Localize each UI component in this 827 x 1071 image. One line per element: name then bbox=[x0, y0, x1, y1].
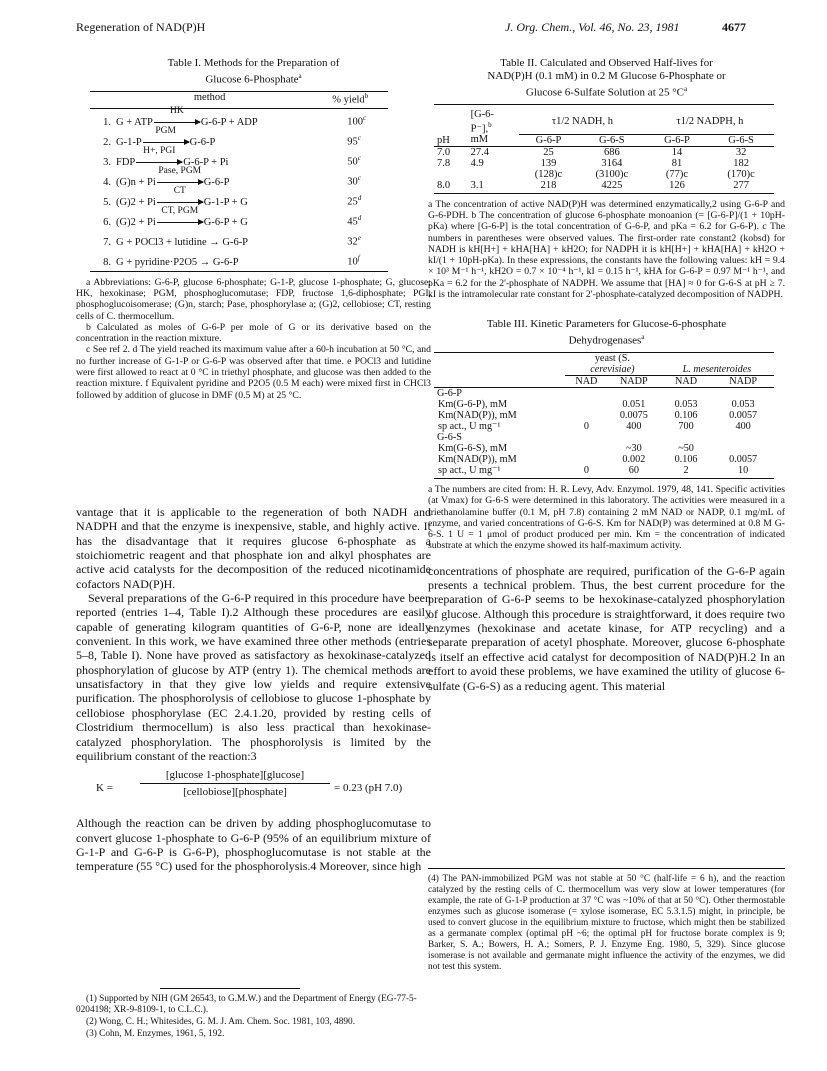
table3-col-yeast-line2: cerevisiae) bbox=[590, 363, 635, 375]
table3-empty-cell bbox=[712, 432, 774, 443]
table1-yield-value: 50 bbox=[347, 156, 358, 168]
table2-cell: 4.9 bbox=[470, 157, 484, 169]
table-row bbox=[434, 454, 774, 465]
table1-entry-number: 1. bbox=[103, 116, 111, 128]
table2-footnote: a The concentration of active NAD(P)H was determined enzymatically,2 using G-6-P and G-6-PDH. b The concentration of glucose 6-phosphate monoanion (= [G-6-P]/(1 + 10pH-pKa) where [G-6-P] is the total concentration of G-6-P, and pKa = 6.2 for G-6-P). c The numbers in parentheses were observed values. The first-order rate constant2 (kobsd) for NADH is kH[H+] + kHA[HA] + kH2O; for NADPH it is kH[H+] + kHA[HA] + kH2O + kI/(1 + 10pH-pKa). In these expressions, the constants have the following values: kH = 9.4 × 10³ M⁻¹ h⁻¹, kH2O = 0.7 × 10⁻⁴ h⁻¹, kI = 0.15 h⁻¹, kHA for G-6-P = 0.97 M⁻¹ h⁻¹, and pKa = 6.2 for the 2'-phosphate of NADPH. We assume that [HA] ≈ 0 for G-6-S at pH ≥ 7. kI is the intramolecular rate constant for 2'-phosphate-catalyzed decomposition of NADPH. bbox=[428, 198, 785, 301]
equation-denominator: [cellobiose][phosphate] bbox=[183, 786, 287, 799]
table1-method-cell bbox=[90, 249, 329, 269]
table2-title-line3: Glucose 6-Sulfate Solution at 25 °C bbox=[525, 86, 684, 99]
table1-yield-cell bbox=[329, 129, 388, 149]
table3-param-label: Km(NAD(P)), mM bbox=[438, 453, 517, 465]
table1-enzyme-label: HK bbox=[169, 105, 184, 116]
table1-footnote: c See ref 2. d The yield reached its maximum value after a 60-h incubation at 50 °C, and no further increase of G-1-P or G-6-P was observed after that time. e POCl3 and lutidine were first allowed to react at 0 °C in triethyl phosphate, and glucose was then added to the reaction mixture. f Equivalent pyridine and P2O5 (0.5 M each) were mixed first in CHCl3 followed by addition of glucose in DMF (0.5 M) at 25 °C. bbox=[76, 344, 431, 401]
table2-cell: 81 bbox=[671, 157, 683, 169]
table3-group-row bbox=[434, 432, 774, 443]
table1-entry-number: 5. bbox=[103, 196, 111, 208]
table-row bbox=[434, 421, 774, 432]
table3-bottom-rule bbox=[434, 478, 774, 479]
table1-title bbox=[76, 57, 431, 87]
table-row bbox=[434, 158, 774, 169]
table1-reactants: FDP bbox=[116, 156, 136, 168]
table1-products: G-6-P bbox=[222, 236, 249, 248]
table1-yield-value: 45 bbox=[347, 216, 358, 228]
footnote-separator bbox=[160, 988, 300, 989]
journal-citation bbox=[505, 20, 680, 35]
table1-reactants: (G)n + Pi bbox=[116, 176, 156, 188]
left-column bbox=[76, 57, 431, 401]
reference-item: (3) Cohn, M. Enzymes, 1961, 5, 192. bbox=[86, 1029, 225, 1039]
table3-title-sup: a bbox=[641, 333, 645, 342]
table1-method-cell bbox=[90, 145, 329, 169]
table2-cell: (128)c bbox=[534, 168, 563, 180]
table1-entry-number: 6. bbox=[103, 216, 111, 228]
table1-enzyme-label: PGM bbox=[155, 125, 176, 136]
table-row bbox=[90, 209, 388, 229]
table-row bbox=[434, 180, 774, 191]
table3-cell: 400 bbox=[626, 420, 642, 432]
arrow-line bbox=[157, 222, 203, 223]
table3-cell: 2 bbox=[683, 464, 689, 476]
arrow-line bbox=[157, 202, 203, 203]
table1-yield-cell bbox=[329, 249, 388, 269]
table2-col-conc-line1: [G-6- bbox=[470, 108, 494, 120]
table1-reactants: G + POCl3 + lutidine bbox=[116, 236, 207, 248]
table3-col-yeast-line1: yeast (S. bbox=[594, 352, 630, 364]
table3-cell: 60 bbox=[628, 464, 639, 476]
table3-cell: 0.106 bbox=[674, 453, 698, 465]
table1-reactants: (G)2 + Pi bbox=[116, 216, 156, 228]
right-column bbox=[428, 57, 785, 693]
table1-method-cell bbox=[90, 125, 329, 149]
table2-cell: 139 bbox=[540, 157, 557, 169]
table2-sub-g6s-nadh: G-6-S bbox=[598, 134, 625, 146]
table1-yield-cell bbox=[329, 108, 388, 129]
table2-cell: 14 bbox=[671, 146, 683, 158]
table3-param-label: Km(G-6-S), mM bbox=[438, 442, 508, 454]
table3-group-label: G-6-P bbox=[437, 387, 462, 399]
table2-cell: (170)c bbox=[727, 168, 755, 180]
table2-cell bbox=[434, 169, 468, 180]
table1-yield-sup: e bbox=[357, 234, 361, 243]
table3-sub-nad-lmes: NAD bbox=[675, 375, 698, 387]
table1-entry-number: 7. bbox=[103, 236, 111, 248]
table1-yield-sup: c bbox=[363, 114, 367, 123]
table1-method-cell bbox=[90, 105, 329, 129]
table2-cell: 7.8 bbox=[437, 157, 451, 169]
table1-entry-number: 4. bbox=[103, 176, 111, 188]
running-head: Regeneration of NAD(P)H bbox=[76, 20, 206, 34]
table1-products: G-6-P + ADP bbox=[200, 116, 258, 128]
table2-cell: (77)c bbox=[665, 168, 689, 180]
table1-products: G-6-P bbox=[189, 136, 216, 148]
table1 bbox=[90, 91, 388, 269]
table3-empty-cell bbox=[660, 432, 712, 443]
table-row bbox=[434, 169, 774, 180]
table1-bottom-rule bbox=[90, 271, 388, 272]
table3-sub-nad-yeast: NAD bbox=[575, 375, 598, 387]
table1-method-cell bbox=[90, 165, 329, 189]
table3-sub-nadp-lmes: NADP bbox=[729, 375, 757, 387]
left-paragraph-2: Several preparations of the G-6-P required in this procedure have been reported (entries 1–4, Table I).2 Although these procedures are easily capable of generating kilogram quantities of G-6-P, none are ideally convenient. In this work, we have examined three other methods (entries 5–8, Table I). None have proved as satisfactory as hexokinase-catalyzed phosphorylation of glucose by ATP (entry 1). The chemical methods are unsatisfactory in that they give low yields and require extensive purification. The phosphorolysis of cellobiose to glucose 1-phosphate by cellobiose phosphorylase (EC 2.4.1.20, provided by resting cells of Clostridium thermocellum) is also less practical than hexokinase-catalyzed phosphorylation. The phosphorolysis is limited by the equilibrium constant of the reaction:3 bbox=[76, 591, 431, 763]
table3-title bbox=[428, 318, 785, 348]
table2-cell: 3.1 bbox=[470, 179, 484, 191]
table3-cell bbox=[565, 443, 608, 454]
reference-item: (2) Wong, C. H.; Whitesides, G. M. J. Am. Chem. Soc. 1981, 103, 4890. bbox=[86, 1017, 356, 1027]
table1-enzyme-label: Pase, PGM bbox=[158, 165, 202, 176]
table3-empty-cell bbox=[565, 387, 608, 399]
table3-col-yeast bbox=[565, 352, 660, 375]
table1-yield-value: 30 bbox=[347, 176, 358, 188]
reaction-arrow bbox=[157, 205, 203, 228]
table1-col-yield-label: % yield bbox=[332, 94, 365, 106]
table3-cell: 0.106 bbox=[674, 409, 698, 421]
table3-param-label: Km(NAD(P)), mM bbox=[438, 409, 517, 421]
table-row bbox=[90, 129, 388, 149]
arrow-line bbox=[136, 162, 182, 163]
table1-entry-number: 3. bbox=[103, 156, 111, 168]
table2-cell: 218 bbox=[540, 179, 557, 191]
table1-col-method: method bbox=[193, 91, 226, 103]
table1-products: G-1-P + G bbox=[203, 196, 248, 208]
table1-footnote: b Calculated as moles of G-6-P per mole of G or its derivative based on the concentration in the reaction mixture. bbox=[76, 321, 431, 345]
table1-method-cell bbox=[90, 229, 329, 249]
table2-col-nadh: τ1/2 NADH, h bbox=[519, 109, 646, 135]
table2-sub-g6p-nadph: G-6-P bbox=[664, 134, 690, 146]
table2-cell: 686 bbox=[603, 146, 620, 158]
table-row bbox=[434, 146, 774, 158]
table2-cell: 3164 bbox=[601, 157, 623, 169]
table2-cell: 8.0 bbox=[437, 179, 451, 191]
table2-title-sup: a bbox=[683, 85, 688, 93]
table1-enzyme-label: H+, PGI bbox=[143, 145, 176, 156]
table-row bbox=[434, 410, 774, 421]
table1-yield-cell bbox=[329, 209, 388, 229]
table1-reactants: G-1-P bbox=[116, 136, 142, 148]
table2-sub-g6s-nadph: G-6-S bbox=[728, 134, 754, 146]
equilibrium-equation bbox=[76, 769, 431, 813]
table-row bbox=[90, 249, 388, 269]
table3-group-label: G-6-S bbox=[437, 431, 462, 443]
table1-yield-sup: c bbox=[357, 134, 361, 143]
table-row bbox=[90, 108, 388, 129]
arrow-line bbox=[143, 142, 189, 143]
reference-4: (4) The PAN-immobilized PGM was not stable at 50 °C (half-life = 6 h), and the reaction catalyzed by the resting cells of C. thermocellum was very slow at lower temperatures (for example, the rate of G-1-P production at 37 °C was ~10% of that at 50 °C). Other thermostable enzymes such as glucose isomerase (= xylose isomerase, EC 5.3.1.5) might, in principle, be used to convert glucose in the equilibrium mixture to fructose, which might then be stabilized as a germanate complex (optimal pH ~6; the optimal pH for fructose borate complex is 9; Barker, S. A.; Bowers, H. A.; Somers, P. J. Enzyme Eng. 1980, 5, 329). Since glucose isomerase is not available and germanate might influence the activity of the enzymes, we did not test this system. bbox=[428, 874, 785, 972]
table3-cell bbox=[565, 410, 608, 421]
left-paragraph-1: vantage that it is applicable to the regeneration of both NADH and NADPH and that the enzyme is inexpensive, stable, and highly active. It has the disadvantage that it requires glucose 6-phosphate as a stoichiometric reagent and that phosphate ion and alkyl phosphates are active acid catalysts for the decomposition of the reduced nicotinamide cofactors NAD(P)H. bbox=[76, 505, 431, 591]
table-row bbox=[434, 399, 774, 410]
table1-yield-value: 100 bbox=[347, 116, 364, 128]
table1-yield-value: 32 bbox=[347, 236, 358, 248]
arrow-symbol: → bbox=[206, 236, 223, 248]
table-row bbox=[90, 169, 388, 189]
arrow-line bbox=[154, 122, 200, 123]
table1-yield-value: 95 bbox=[347, 136, 358, 148]
table3-cell: ~50 bbox=[678, 442, 694, 454]
table3-cell bbox=[565, 399, 608, 410]
table2-col-ph: pH bbox=[437, 134, 450, 146]
table2-col-conc-line2: P⁻], bbox=[470, 123, 489, 135]
right-footnote-rule bbox=[428, 868, 785, 869]
table-row bbox=[434, 465, 774, 476]
table3-cell: 0.053 bbox=[731, 398, 755, 410]
table1-yield-cell bbox=[329, 189, 388, 209]
table1-reactants: G + pyridine·P2O5 bbox=[116, 256, 198, 268]
table3-cell: 0 bbox=[583, 464, 589, 476]
table2-col-conc bbox=[468, 109, 520, 135]
table1-title-line1: Table I. Methods for the Preparation of bbox=[167, 57, 340, 69]
right-paragraph: concentrations of phosphate are required, purification of the G-6-P again presents a technical problem. Thus, the best current procedure for the preparation of G-6-P seems to be hexokinase-catalyzed phosphorylation of glucose. Although this procedure is straightforward, it does require two enzymes (hexokinase and acetate kinase, for ATP recycling) and a separate preparation of acetyl phosphate. Moreover, glucose 6-phosphate is itself an effective acid catalyst for decomposition of NAD(P)H.2 In an effort to avoid these problems, we have examined the utility of glucose 6-sulfate (G-6-S) as a reducing agent. This material bbox=[428, 563, 785, 693]
table1-yield-cell bbox=[329, 149, 388, 169]
table3-cell bbox=[565, 454, 608, 465]
table1-yield-value: 25 bbox=[347, 196, 358, 208]
table1-yield-sup: c bbox=[357, 154, 361, 163]
table1-col-yield bbox=[329, 91, 388, 108]
table3-cell: 0.051 bbox=[622, 398, 646, 410]
table3-footnote: a The numbers are cited from: H. R. Levy, Adv. Enzymol. 1979, 48, 141. Specific activities (at Vmax) for G-6-S were determined in this laboratory. The activities were measured in a triethanolamine buffer (0.1 M, pH 7.8) containing 2 mM NAD or NADP, 0.1 mg/mL of enzyme, and varied concentrations of G-6-S. Km for NAD(P) was determined at 0.8 M G-6-S. 1 U = 1 μmol of product produced per min. Km = the concentration of indicated substrate at which the enzyme showed its half-maximum activity. bbox=[428, 483, 785, 552]
equation-numerator: [glucose 1-phosphate][glucose] bbox=[165, 769, 305, 782]
table2-sub-g6p-nadh: G-6-P bbox=[535, 134, 562, 146]
table3-title-line1: Table III. Kinetic Parameters for Glucose-6-phosphate bbox=[486, 318, 727, 331]
table1-title-line2: Glucose 6-Phosphate bbox=[205, 73, 299, 86]
table1-yield-sup: f bbox=[357, 254, 360, 263]
left-paragraph-3: Although the reaction can be driven by adding phosphoglucomutase to convert glucose 1-phosphate to G-6-P (95% of an equilibrium mixture of G-1-P and G-6-P is G-6-P), phosphoglucomutase is not stable at the temperature (55 °C) used for the phosphorolysis.4 Moreover, since high bbox=[76, 816, 431, 874]
table3-group-row bbox=[434, 387, 774, 399]
equation-lhs: K = bbox=[96, 782, 113, 795]
table-row bbox=[90, 149, 388, 169]
table2-cell: 182 bbox=[733, 157, 749, 169]
table2-col-mm: mM bbox=[470, 134, 489, 146]
table3-cell bbox=[712, 443, 774, 454]
table3-title-line2: Dehydrogenases bbox=[568, 334, 642, 347]
table3-empty-cell bbox=[712, 387, 774, 399]
journal-name: J. Org. Chem., Vol. 46, No. 23, 1981 bbox=[505, 20, 680, 34]
table2-cell: 27.4 bbox=[470, 146, 489, 158]
table1-yield-cell bbox=[329, 169, 388, 189]
table1-yield-cell bbox=[329, 229, 388, 249]
table-row bbox=[434, 443, 774, 454]
table2-title-line1: Table II. Calculated and Observed Half-lives for bbox=[500, 57, 713, 69]
table1-enzyme-label: CT, PGM bbox=[161, 205, 199, 216]
table3-cell: 0.053 bbox=[674, 398, 698, 410]
table1-products: G-6-P bbox=[203, 176, 230, 188]
table2-cell: 32 bbox=[735, 146, 747, 158]
table2-col-nadph: τ1/2 NADPH, h bbox=[646, 109, 774, 135]
arrow-line bbox=[157, 182, 203, 183]
table2-cell: 25 bbox=[543, 146, 554, 158]
page-number: 4677 bbox=[722, 20, 746, 34]
table1-footnotes bbox=[76, 277, 431, 401]
table3-cell: 0.0057 bbox=[729, 409, 758, 421]
table2-body bbox=[434, 146, 774, 191]
table2-cell: 7.0 bbox=[437, 146, 451, 158]
table1-entry-number: 2. bbox=[103, 136, 111, 148]
table3-empty-cell bbox=[608, 432, 660, 443]
table1-title-sup: a bbox=[298, 72, 302, 80]
references-left bbox=[76, 994, 431, 1041]
table1-method-cell bbox=[90, 205, 329, 229]
table-row bbox=[90, 229, 388, 249]
table1-body bbox=[90, 105, 388, 269]
table1-yield-sup: c bbox=[357, 174, 361, 183]
equation-rhs: = 0.23 (pH 7.0) bbox=[334, 782, 403, 795]
table3-param-label: sp act., U mg⁻¹ bbox=[438, 464, 501, 476]
table1-products: G-6-P + G bbox=[203, 216, 248, 228]
equation-bar bbox=[140, 783, 330, 784]
table3-cell: 400 bbox=[735, 420, 751, 432]
table3-cell: 700 bbox=[678, 420, 694, 432]
table3-sub-nadp-yeast: NADP bbox=[619, 375, 648, 387]
table3-empty-cell bbox=[608, 387, 660, 399]
table2-cell: 126 bbox=[669, 179, 685, 191]
table2-cell bbox=[468, 169, 520, 180]
table1-yield-sup: d bbox=[357, 194, 362, 203]
table3-cell: ~30 bbox=[625, 442, 642, 454]
table3-empty-cell bbox=[660, 387, 712, 399]
table2-cell: 4225 bbox=[601, 179, 623, 191]
table1-yield-sup: d bbox=[357, 214, 362, 223]
reference-item: (1) Supported by NIH (GM 26543, to G.M.W.) and the Department of Energy (EG-77-5-0204198; XR-9-8109-1, to C.L.C.). bbox=[76, 994, 417, 1015]
table3-body bbox=[434, 387, 774, 476]
table3-param-label: sp act., U mg⁻¹ bbox=[438, 420, 501, 432]
table3-cell: 10 bbox=[738, 464, 749, 476]
table1-reactants: (G)2 + Pi bbox=[116, 196, 156, 208]
table3-param-label: Km(G-6-P), mM bbox=[438, 398, 508, 410]
table1-method-cell bbox=[90, 185, 329, 209]
table3-col-lmes-label: L. mesenteroides bbox=[682, 363, 752, 375]
table-row bbox=[90, 189, 388, 209]
table3-empty-cell bbox=[565, 432, 608, 443]
table3-cell: 0 bbox=[583, 420, 589, 432]
table1-reactants: G + ATP bbox=[116, 116, 153, 128]
table1-col-yield-sup: b bbox=[364, 91, 369, 100]
table1-yield-value: 10 bbox=[347, 256, 358, 268]
table3-cell: 0.0075 bbox=[619, 409, 648, 421]
table1-products: G-6-P + Pi bbox=[183, 156, 229, 168]
table1-footnote: a Abbreviations: G-6-P, glucose 6-phosphate; G-1-P, glucose 1-phosphate; G, glucose; HK, hexokinase; PGM, phosphoglucomutase; FDP, fructose 1,6-diphosphate; PGI, phosphoglucoisomerase; (G)n, starch; Pase, phosphorylase a; (G)2, cellobiose; CT, resting cells of C. thermocellum. bbox=[76, 276, 431, 322]
table2-cell: (3100)c bbox=[595, 168, 629, 180]
table2-title bbox=[428, 57, 785, 100]
table2 bbox=[434, 104, 774, 191]
table1-products: G-6-P bbox=[212, 256, 239, 268]
table3 bbox=[434, 352, 774, 476]
table1-enzyme-label: CT bbox=[173, 185, 186, 196]
equation-fraction bbox=[140, 769, 330, 798]
table3-cell: 0.002 bbox=[622, 453, 646, 465]
arrow-symbol: → bbox=[197, 256, 213, 268]
table2-bottom-rule bbox=[434, 193, 774, 194]
left-body bbox=[76, 505, 431, 874]
table1-entry-number: 8. bbox=[103, 256, 111, 268]
table2-title-line2: NAD(P)H (0.1 mM) in 0.2 M Glucose 6-Phosphate or bbox=[487, 70, 726, 82]
table3-cell: 0.0057 bbox=[729, 453, 758, 465]
table2-col-conc-sup: b bbox=[488, 120, 492, 129]
table2-cell: 277 bbox=[733, 179, 749, 191]
table3-col-lmes bbox=[660, 352, 774, 375]
